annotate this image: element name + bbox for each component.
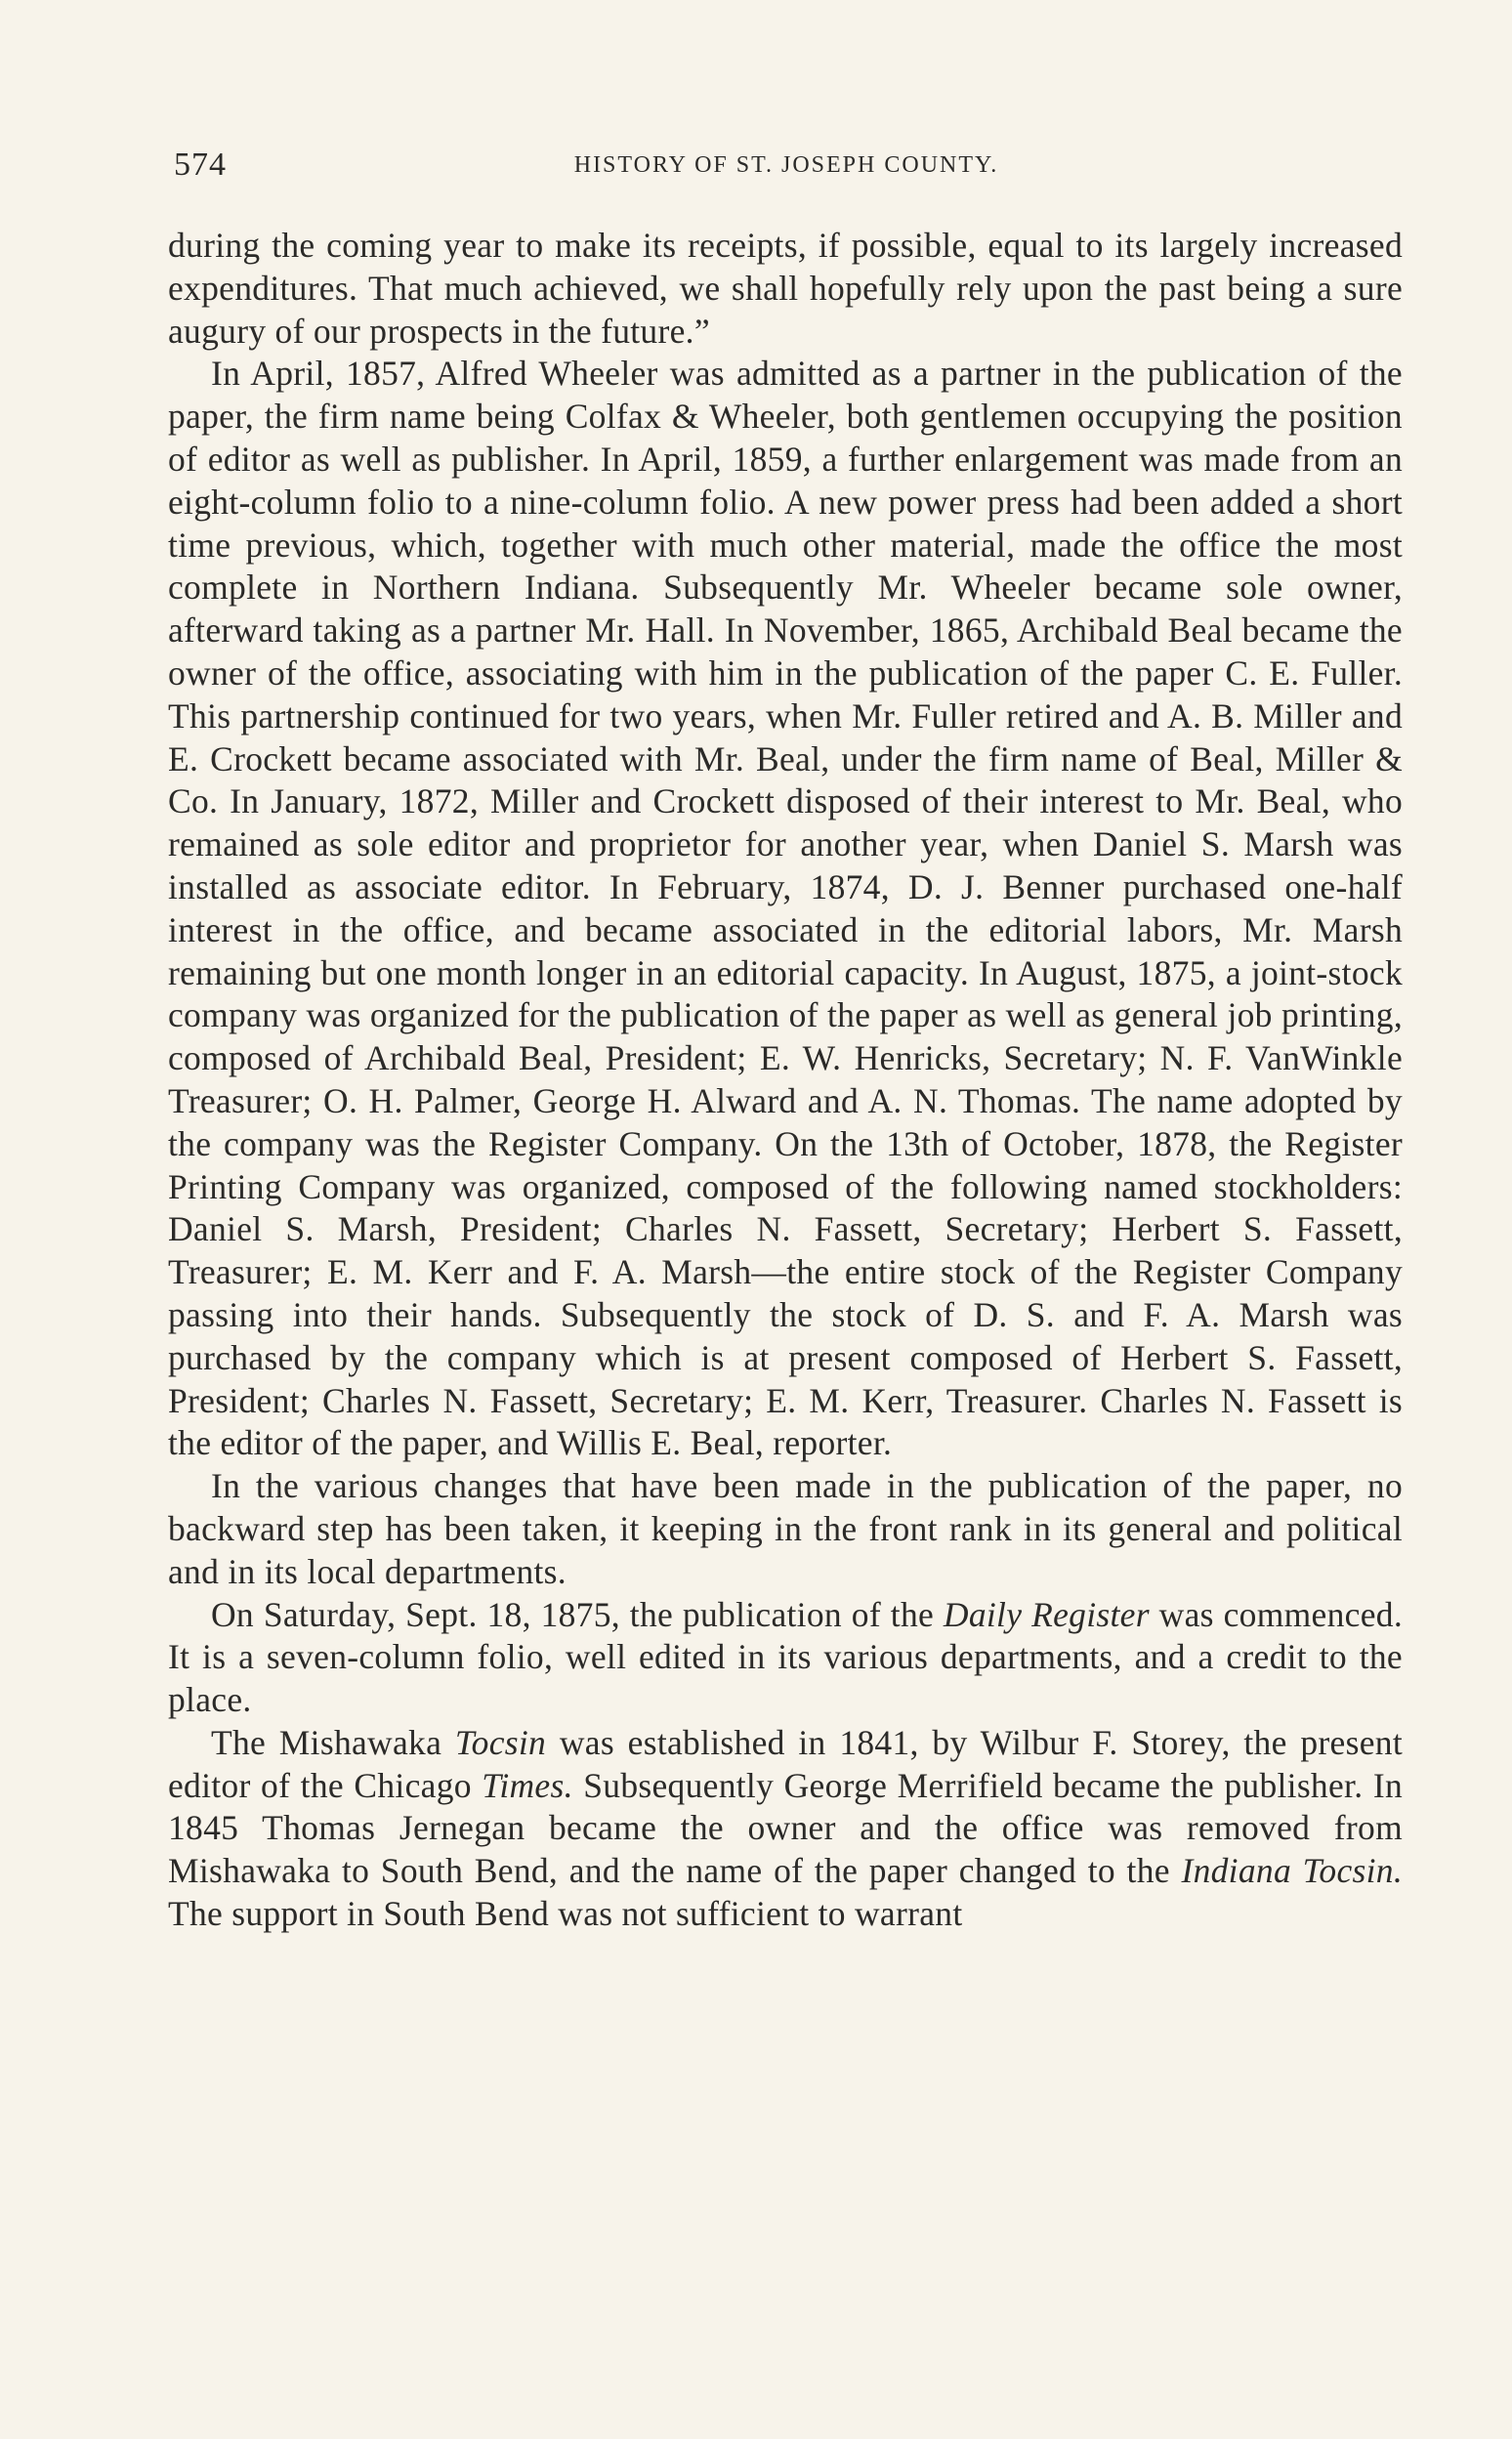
page-number: 574 xyxy=(174,147,227,183)
indiana-tocsin-title: Indiana Tocsin. xyxy=(1181,1851,1404,1891)
daily-register-text-before: On Saturday, Sept. 18, 1875, the publication of the xyxy=(211,1594,944,1634)
daily-register-text-after: was commenced. It is a seven-column folio, well edited in its various departments, and a credit to the place. xyxy=(168,1594,1404,1720)
tocsin-title: Tocsin xyxy=(454,1722,547,1762)
chicago-times-title: Times. xyxy=(482,1765,573,1805)
paragraph-continuation: during the coming year to make its receipts, if possible, equal to its largely increased expenditures. That much achieved, we shall hopefully rely upon the past being a sure augury of our prospects in the future.” xyxy=(168,226,1403,351)
page-header xyxy=(174,147,1399,189)
paragraph-changes: In the various changes that have been made in the publication of the paper, no backward step has been taken, it keeping in the front rank in its general and political and in its local departments. xyxy=(168,1466,1403,1591)
tocsin-text-part2: was established in 1841, by Wilbur F. Storey, the present editor of the Chicago xyxy=(168,1722,1403,1805)
tocsin-text-part3: Subsequently George Merrifield became the publisher. In 1845 Thomas Jernegan became the owner and the office was removed from Mishawaka to South Bend, and the name of the paper changed to the xyxy=(168,1765,1403,1891)
running-head: HISTORY OF ST. JOSEPH COUNTY. xyxy=(573,152,999,178)
paragraph-mishawaka-tocsin xyxy=(168,1722,1403,1936)
paragraph-wheeler-partnership: In April, 1857, Alfred Wheeler was admitted as a partner in the publication of the paper, the firm name being Colfax & Wheeler, both gentlemen occupying the position of editor as well as publisher. In April, 1859, a further enlargement was made from an eight-column folio to a nine-column folio. A new power press had been added a short time previous, which, together with much other material, made the office the most complete in Northern Indiana. Subsequently Mr. Wheeler became sole owner, afterward taking as a partner Mr. Hall. In November, 1865, Archibald Beal became the owner of the office, associating with him in the publication of the paper C. E. Fuller. This partnership continued for two years, when Mr. Fuller retired and A. B. Miller and E. Crockett became associated with Mr. Beal, under the firm name of Beal, Miller & Co. In January, 1872, Miller and Crockett disposed of their interest to Mr. Beal, who remained as sole editor and proprietor for another year, when Daniel S. Marsh was installed as associate editor. In February, 1874, D. J. Benner purchased one-half interest in the office, and became associated in the editorial labors, Mr. Marsh remaining but one month longer in an editorial capacity. In August, 1875, a joint-stock company was organized for the publication of the paper as well as general job printing, composed of Archibald Beal, President; E. W. Henricks, Secretary; N. F. VanWinkle Treasurer; O. H. Palmer, George H. Alward and A. N. Thomas. The name adopted by the company was the Register Company. On the 13th of October, 1878, the Register Printing Company was organized, composed of the following named stockholders: Daniel S. Marsh, President; Charles N. Fassett, Secretary; Herbert S. Fassett, Treasurer; E. M. Kerr and F. A. Marsh—the entire stock of the Register Company passing into their hands. Subsequently the stock of D. S. and F. A. Marsh was purchased by the company which is at present composed of Herbert S. Fassett, President; Charles N. Fassett, Secretary; E. M. Kerr, Treasurer. Charles N. Fassett is the editor of the paper, and Willis E. Beal, reporter. xyxy=(168,354,1403,1463)
daily-register-title: Daily Register xyxy=(943,1594,1150,1634)
tocsin-text-part1: The Mishawaka xyxy=(211,1722,455,1762)
tocsin-text-part4: The support in South Bend was not sufficient to warrant xyxy=(168,1894,963,1934)
body-text xyxy=(168,225,1403,1936)
paragraph-daily-register xyxy=(168,1594,1403,1722)
